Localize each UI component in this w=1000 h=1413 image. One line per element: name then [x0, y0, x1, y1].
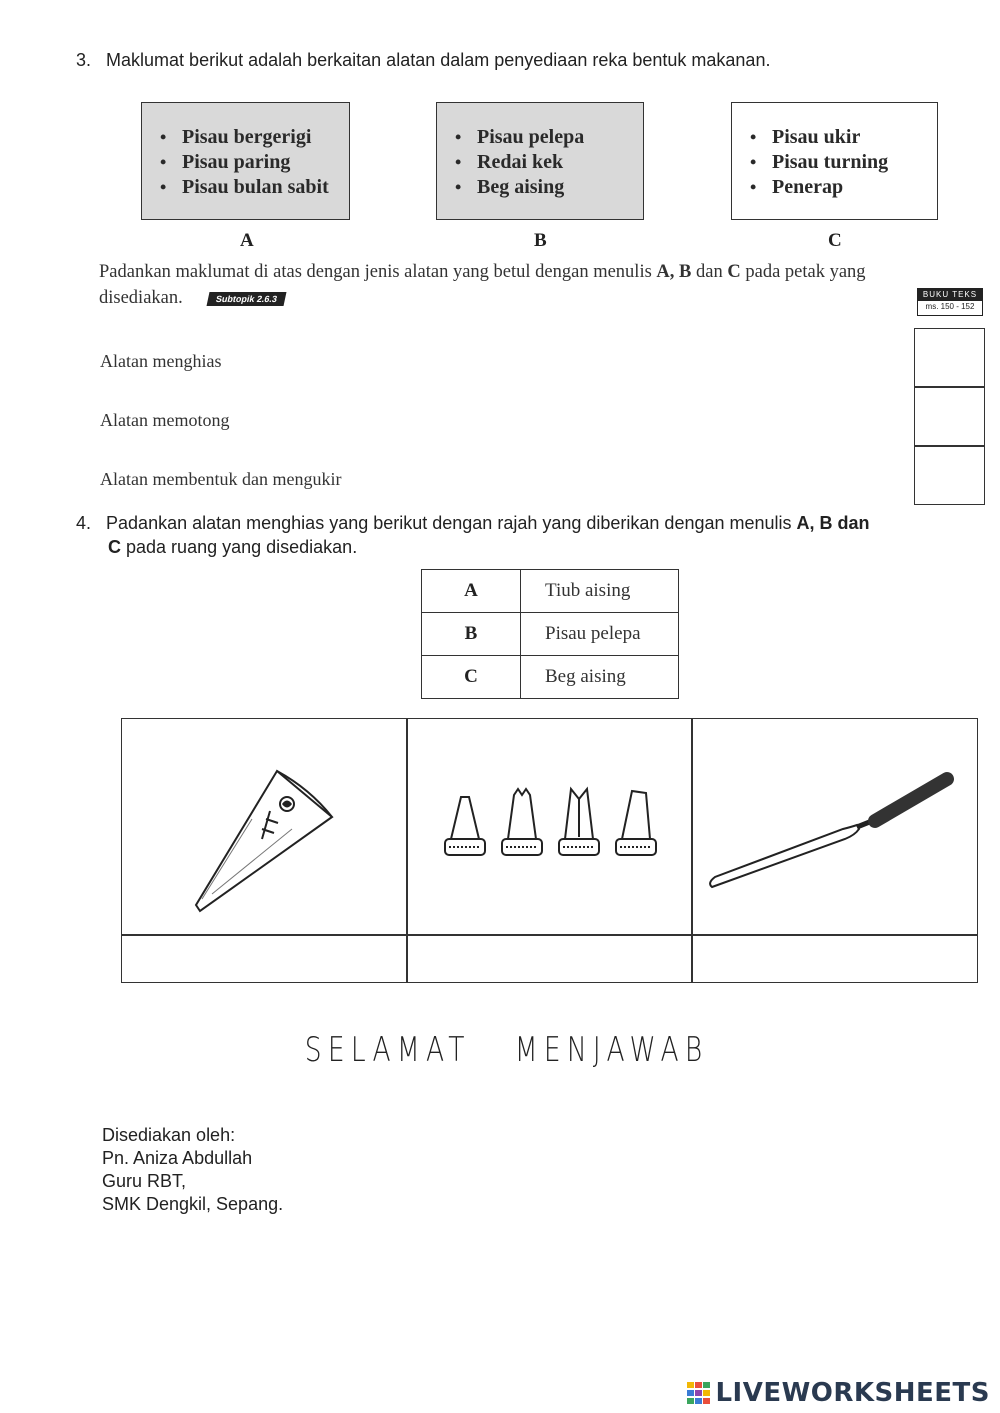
info-box-c — [731, 102, 938, 220]
closing-message: SELAMAT MENJAWAB — [304, 1030, 709, 1070]
divider — [691, 719, 693, 982]
answer-box-icing-tips[interactable] — [409, 937, 689, 981]
q4-heading — [76, 511, 870, 535]
box-label-c: C — [828, 230, 842, 251]
q4-number: 4. — [76, 513, 92, 533]
credit-line: Disediakan oleh: — [102, 1125, 236, 1145]
list-item: • Pisau turning — [750, 150, 937, 175]
info-box-a — [141, 102, 350, 220]
match-label-membentuk: Alatan membentuk dan mengukir — [100, 469, 342, 489]
q4-heading-line2 — [108, 535, 357, 559]
instruction-letter-a: A, — [656, 262, 675, 282]
list-item: • Pisau bergerigi — [160, 125, 349, 150]
q3-instruction-end: disediakan. — [99, 288, 183, 308]
answer-box-piping-bag[interactable] — [124, 937, 404, 981]
instruction-letter-c: C — [727, 262, 741, 282]
legend-value: Beg aising — [521, 656, 679, 699]
table-row — [422, 570, 679, 613]
q4-text: Padankan alatan menghias yang berikut dengan rajah yang diberikan dengan menulis — [106, 513, 792, 533]
instruction-text: pada petak yang — [745, 262, 866, 282]
q4-text: pada ruang yang disediakan. — [126, 537, 358, 557]
q3-number: 3. — [76, 50, 92, 70]
piping-bag-picture — [182, 759, 352, 919]
credit-line: SMK Dengkil, Sepang. — [102, 1194, 284, 1214]
instruction-text: dan — [696, 262, 723, 282]
credit-block — [102, 1124, 283, 1216]
brand-name: LIVEWORKSHEETS — [715, 1378, 990, 1408]
list-item: • Penerap — [750, 175, 937, 200]
list-item: • Pisau ukir — [750, 125, 937, 150]
liveworksheets-logo — [687, 1378, 990, 1408]
icing-tips-picture — [436, 769, 666, 869]
q4-bold: C — [108, 537, 121, 557]
spatula-picture — [707, 769, 957, 899]
divider — [406, 719, 408, 982]
legend-value: Pisau pelepa — [521, 613, 679, 656]
list-item: • Pisau paring — [160, 150, 349, 175]
legend-table — [421, 569, 679, 699]
answer-box-menghias[interactable] — [914, 328, 985, 387]
box-label-b: B — [534, 230, 547, 251]
match-label-memotong: Alatan memotong — [100, 410, 230, 430]
answer-box-memotong[interactable] — [914, 387, 985, 446]
q3-instruction — [99, 262, 866, 283]
instruction-text: Padankan maklumat di atas dengan jenis alatan yang betul dengan menulis — [99, 262, 652, 282]
list-item: • Redai kek — [455, 150, 643, 175]
info-box-b — [436, 102, 644, 220]
divider — [122, 934, 977, 936]
instruction-letter-b: B — [679, 262, 692, 282]
list-item: • Beg aising — [455, 175, 643, 200]
liveworksheets-grid-icon — [687, 1382, 711, 1404]
legend-key: A — [422, 570, 521, 613]
legend-key: C — [422, 656, 521, 699]
list-item: • Pisau pelepa — [455, 125, 643, 150]
q3-heading — [76, 48, 770, 72]
credit-line: Pn. Aniza Abdullah — [102, 1148, 253, 1168]
table-row — [422, 613, 679, 656]
match-label-menghias: Alatan menghias — [100, 351, 222, 371]
answer-box-spatula[interactable] — [694, 937, 974, 981]
buku-teks-pages: ms. 150 - 152 — [925, 302, 975, 311]
answer-box-membentuk[interactable] — [914, 446, 985, 505]
q3-text: Maklumat berikut adalah berkaitan alatan dalam penyediaan reka bentuk makanan. — [106, 50, 771, 70]
legend-key: B — [422, 613, 521, 656]
credit-line: Guru RBT, — [102, 1171, 187, 1191]
buku-teks-badge — [917, 288, 983, 316]
picture-grid — [121, 718, 978, 983]
buku-teks-title: BUKU TEKS — [918, 289, 982, 301]
subtopic-badge: Subtopik 2.6.3 — [207, 292, 287, 306]
legend-value: Tiub aising — [521, 570, 679, 613]
list-item: • Pisau bulan sabit — [160, 175, 349, 200]
box-label-a: A — [240, 230, 254, 251]
q4-bold: A, B dan — [796, 513, 870, 533]
table-row — [422, 656, 679, 699]
